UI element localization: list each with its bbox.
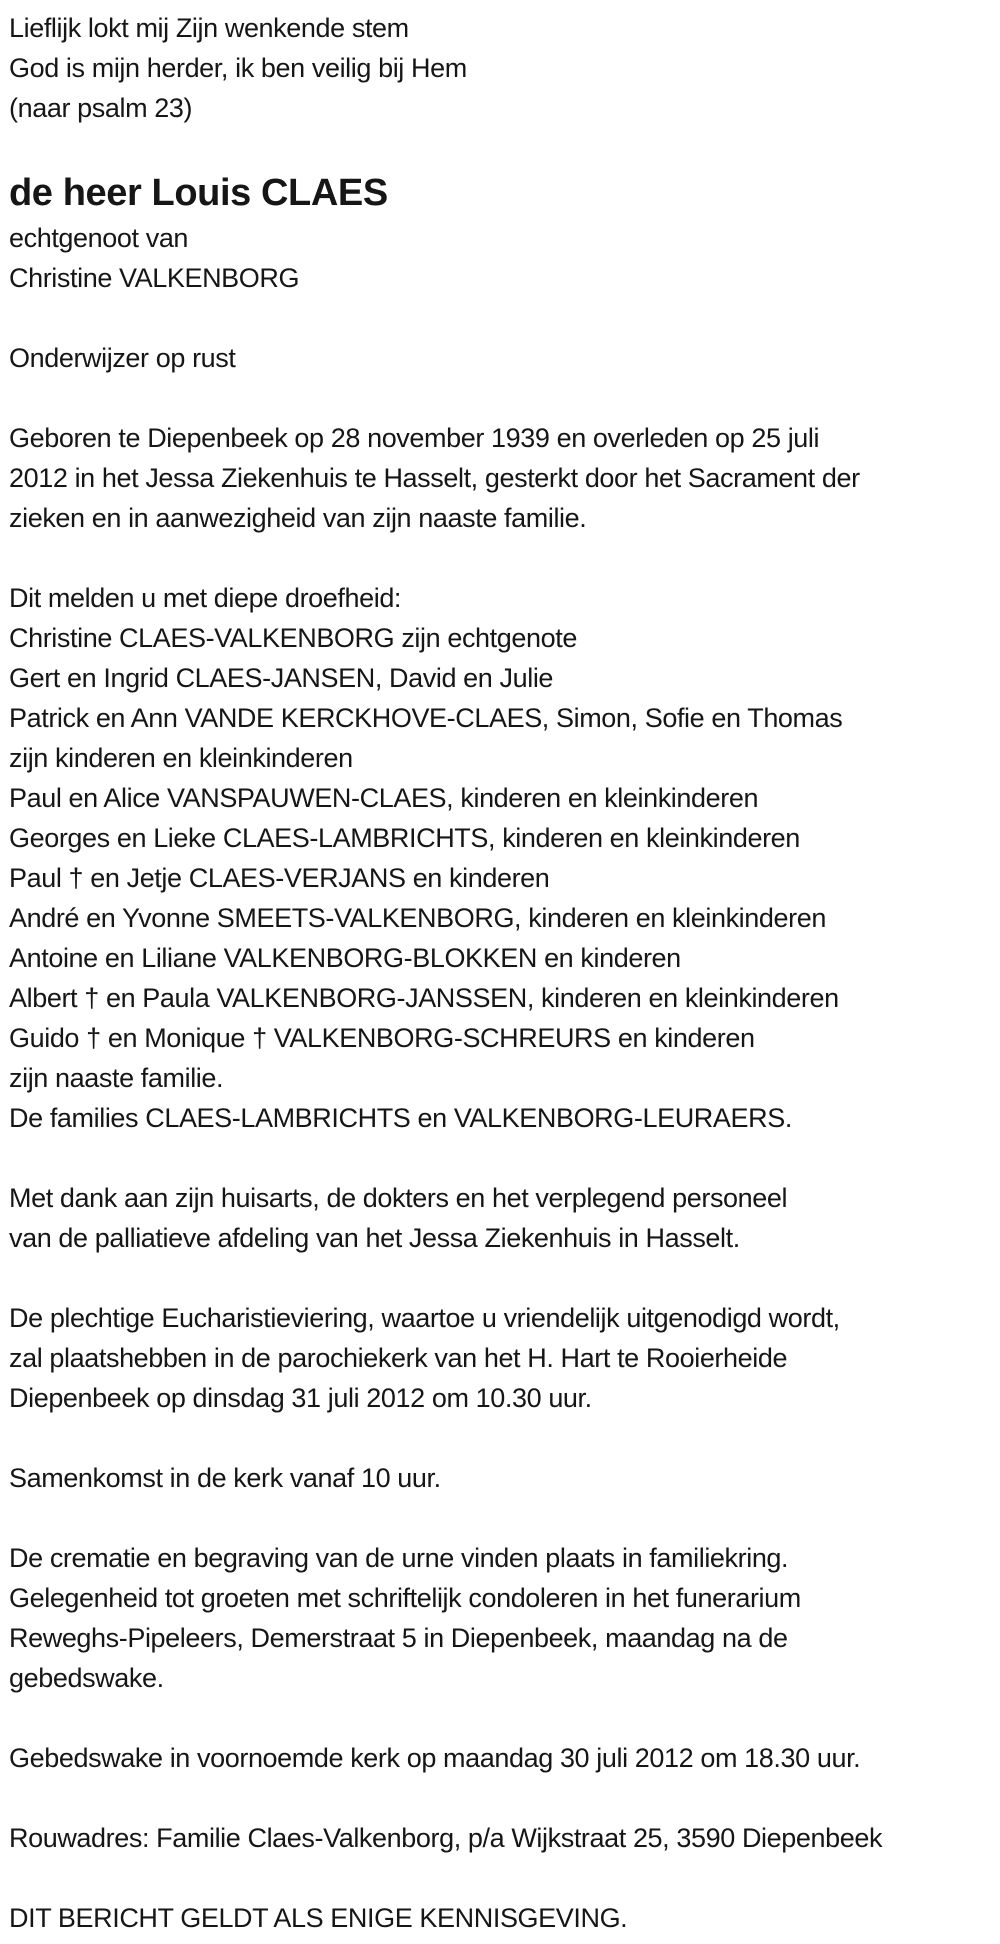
final-notice: [9, 1898, 990, 1938]
ceremony-details: [9, 1298, 990, 1418]
family-member-line: Albert † en Paula VALKENBORG-JANSSEN, kinderen en kleinkinderen: [9, 983, 839, 1013]
gathering-line: Samenkomst in de kerk vanaf 10 uur.: [9, 1463, 441, 1493]
profession: [9, 338, 990, 378]
family-member-line: Gert en Ingrid CLAES-JANSEN, David en Julie: [9, 663, 554, 693]
family-member-line: Paul en Alice VANSPAUWEN-CLAES, kinderen en kleinkinderen: [9, 783, 759, 813]
mourning-address-line: Rouwadres: Familie Claes-Valkenborg, p/a Wijkstraat 25, 3590 Diepenbeek: [9, 1823, 883, 1853]
acknowledgement-line: Met dank aan zijn huisarts, de dokters en het verplegend personeel: [9, 1183, 788, 1213]
acknowledgement: [9, 1178, 990, 1258]
mourning-address: [9, 1818, 990, 1858]
cremation-line: Gelegenheid tot groeten met schriftelijk condoleren in het funerarium: [9, 1583, 801, 1613]
cremation-condolences: [9, 1538, 990, 1698]
ceremony-line: De plechtige Eucharistieviering, waartoe u vriendelijk uitgenodigd wordt,: [9, 1303, 840, 1333]
ceremony-line: Diepenbeek op dinsdag 31 juli 2012 om 10.30 uur.: [9, 1383, 592, 1413]
family-member-line: André en Yvonne SMEETS-VALKENBORG, kinderen en kleinkinderen: [9, 903, 826, 933]
gathering-info: [9, 1458, 990, 1498]
deceased-name-title: de heer Louis CLAES: [9, 172, 388, 214]
family-member-line: De families CLAES-LAMBRICHTS en VALKENBORG-LEURAERS.: [9, 1103, 792, 1133]
life-dates-line: zieken en in aanwezigheid van zijn naaste familie.: [9, 503, 587, 533]
final-notice-line: DIT BERICHT GELDT ALS ENIGE KENNISGEVING.: [9, 1903, 628, 1933]
life-dates: [9, 418, 990, 538]
life-dates-line: 2012 in het Jessa Ziekenhuis te Hasselt, gesterkt door het Sacrament der: [9, 463, 860, 493]
profession-line: Onderwijzer op rust: [9, 343, 236, 373]
prayer-vigil-info: [9, 1738, 990, 1778]
relation-label: echtgenoot van: [9, 223, 189, 253]
family-member-line: Paul † en Jetje CLAES-VERJANS en kinderen: [9, 863, 550, 893]
family-member-line: Antoine en Liliane VALKENBORG-BLOKKEN en kinderen: [9, 943, 681, 973]
deceased-header: [9, 168, 990, 298]
family-member-line: Patrick en Ann VANDE KERCKHOVE-CLAES, Simon, Sofie en Thomas: [9, 703, 843, 733]
cremation-line: gebedswake.: [9, 1663, 164, 1693]
cremation-line: De crematie en begraving van de urne vinden plaats in familiekring.: [9, 1543, 789, 1573]
spouse-name: Christine VALKENBORG: [9, 263, 300, 293]
prayer-vigil-line: Gebedswake in voornoemde kerk op maandag 30 juli 2012 om 18.30 uur.: [9, 1743, 861, 1773]
family-announcement: [9, 578, 990, 1138]
epigraph: [9, 8, 990, 128]
cremation-line: Reweghs-Pipeleers, Demerstraat 5 in Diepenbeek, maandag na de: [9, 1623, 788, 1653]
epigraph-line: God is mijn herder, ik ben veilig bij Hem: [9, 53, 467, 83]
ceremony-line: zal plaatshebben in de parochiekerk van het H. Hart te Rooierheide: [9, 1343, 788, 1373]
family-member-line: Christine CLAES-VALKENBORG zijn echtgenote: [9, 623, 577, 653]
acknowledgement-line: van de palliatieve afdeling van het Jessa Ziekenhuis in Hasselt.: [9, 1223, 740, 1253]
family-member-line: Georges en Lieke CLAES-LAMBRICHTS, kinderen en kleinkinderen: [9, 823, 800, 853]
epigraph-line: Lieflijk lokt mij Zijn wenkende stem: [9, 13, 409, 43]
announcement-intro-line: Dit melden u met diepe droefheid:: [9, 583, 402, 613]
family-member-line: Guido † en Monique † VALKENBORG-SCHREURS en kinderen: [9, 1023, 755, 1053]
family-member-line: zijn kinderen en kleinkinderen: [9, 743, 353, 773]
epigraph-line: (naar psalm 23): [9, 93, 193, 123]
life-dates-line: Geboren te Diepenbeek op 28 november 1939 en overleden op 25 juli: [9, 423, 820, 453]
family-member-line: zijn naaste familie.: [9, 1063, 224, 1093]
